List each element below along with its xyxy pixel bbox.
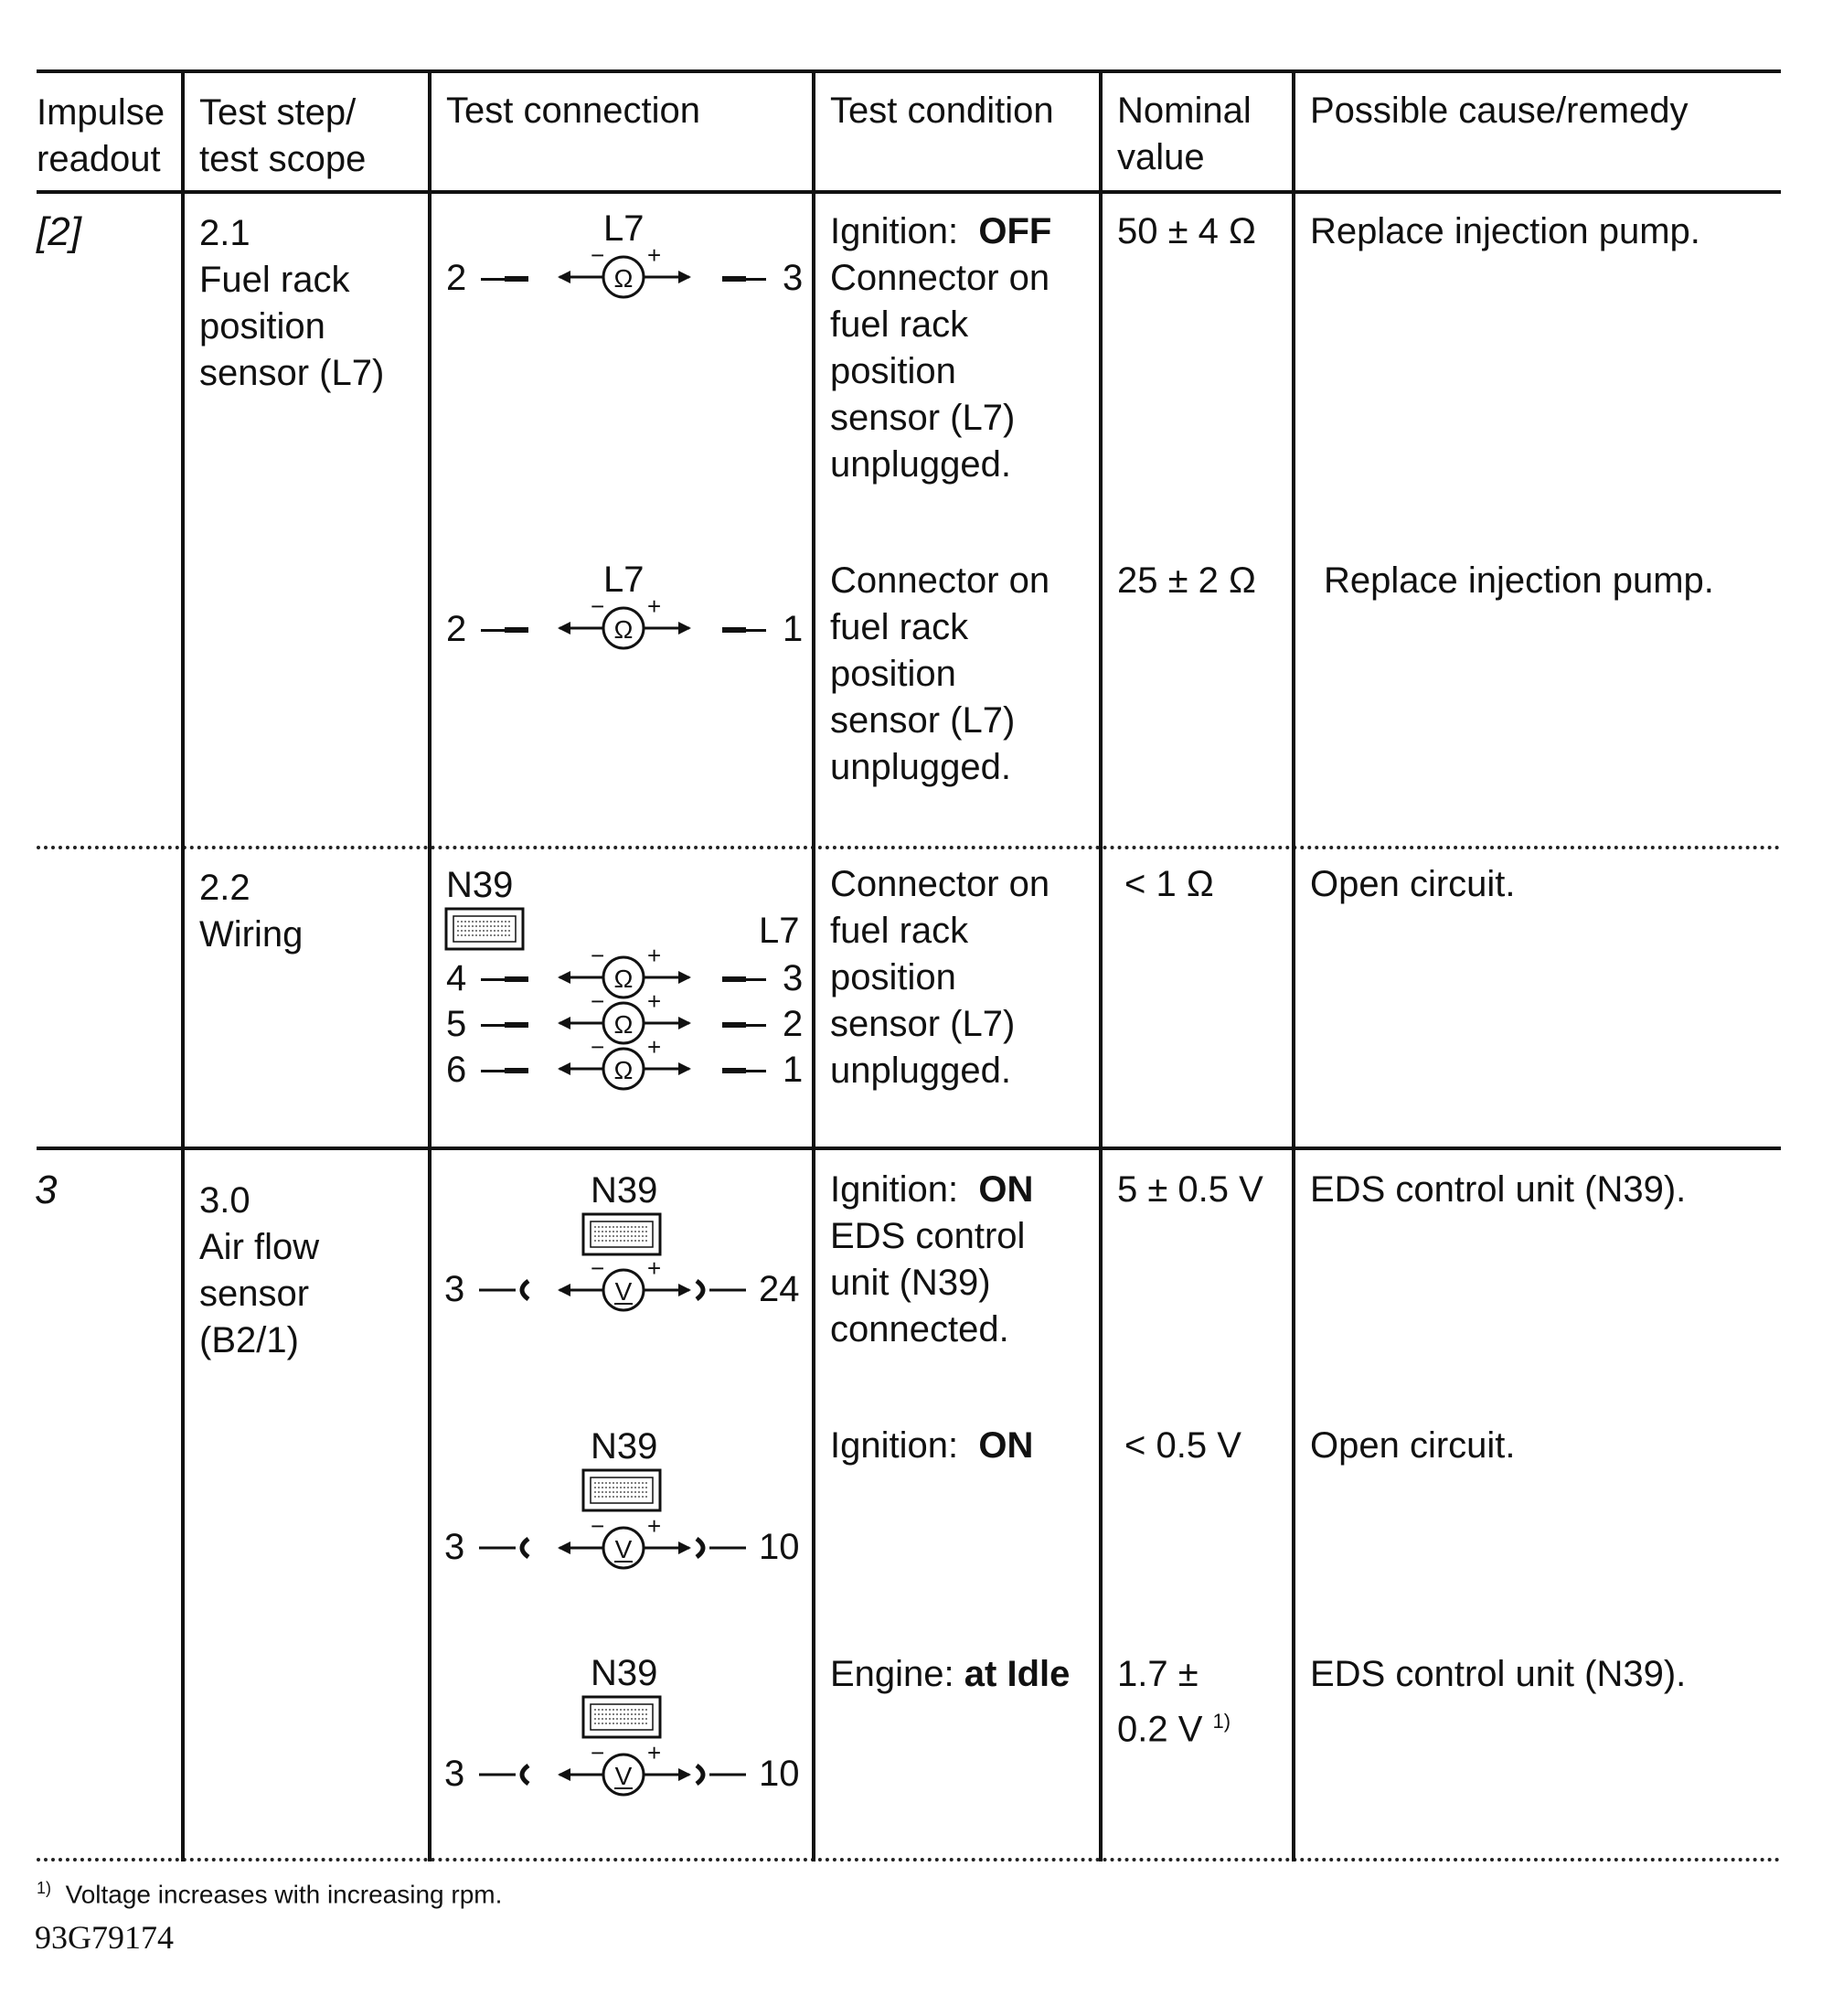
wire [481,1024,505,1027]
component-label-l7: L7 [603,560,645,600]
condition-state: ON [978,1169,1034,1210]
step-2-2-line: Wiring [199,914,304,955]
svg-text:−: − [591,991,605,1015]
socket-plug [722,1022,746,1028]
component-label-n39: N39 [591,1426,658,1467]
socket-plug [505,1022,528,1028]
pin-number: 6 [446,1050,467,1090]
condition-line: position [830,654,956,694]
condition-line: Connector on [830,864,1050,904]
ohmmeter-icon [556,1037,693,1101]
wire [746,978,766,981]
remedy: EDS control unit (N39). [1310,1169,1687,1210]
component-label-n39: N39 [591,1170,658,1211]
probe-tip-left [475,1761,539,1788]
pin-number: 2 [446,609,467,649]
impulse-readout-3: 3 [35,1168,58,1212]
svg-text:+: + [647,1258,662,1282]
header-bottom-rule [37,190,1781,194]
pin-number: 10 [759,1754,800,1794]
col-divider-4 [1099,69,1103,1861]
svg-text:−: − [591,1037,605,1061]
control-unit-icon [581,1468,662,1512]
svg-text:+: + [647,596,662,620]
nominal-line: 1.7 ± [1117,1654,1199,1694]
header-impulse-line1: Impulse [37,92,165,133]
pin-number: 5 [446,1004,467,1044]
voltmeter-icon [556,1516,693,1580]
nominal-value: < 0.5 V [1124,1425,1241,1466]
condition-line: fuel rack [830,304,969,345]
step-2-1-line: Fuel rack [199,260,350,300]
condition-line: unplugged. [830,1051,1011,1091]
pin-number: 1 [783,1050,804,1090]
probe-tip-left [475,1276,539,1304]
probe-tip-right [689,1534,753,1562]
voltmeter-icon [556,1743,693,1807]
header-nominal-line2: value [1117,137,1205,177]
control-unit-icon [581,1212,662,1256]
condition-line: fuel rack [830,911,969,951]
probe-tip-left [475,1534,539,1562]
wire [746,1024,766,1027]
step-3-0-line: Air flow [199,1227,320,1267]
condition-state: at Idle [964,1654,1071,1694]
nominal-line [1117,1698,1231,1753]
col-divider-3 [812,69,815,1861]
header-test-condition: Test condition [830,91,1054,131]
header-nominal-line1: Nominal [1117,91,1252,131]
condition-line: connected. [830,1309,1009,1349]
socket-plug [505,276,528,282]
ohmmeter-icon [556,596,693,660]
step-2-1-number: 2.1 [199,213,250,253]
col-divider-2 [428,69,432,1861]
condition-line: sensor (L7) [830,1004,1016,1044]
condition-line [830,1167,1033,1213]
condition-prefix: Ignition: [830,1425,959,1466]
svg-text:Ω: Ω [613,1010,634,1039]
probe-tip-right [689,1761,753,1788]
component-label-l7: L7 [759,911,800,951]
socket-plug [505,627,528,633]
condition-state: OFF [978,211,1052,251]
step-2-2-number: 2.2 [199,868,250,908]
nominal-value: < 1 Ω [1124,864,1214,904]
remedy: Open circuit. [1310,864,1516,904]
condition-line: sensor (L7) [830,398,1016,438]
condition-line: Connector on [830,560,1050,601]
pin-number: 2 [783,1004,804,1044]
remedy: EDS control unit (N39). [1310,1654,1687,1694]
remedy: Open circuit. [1310,1425,1516,1466]
step-2-1-line: sensor (L7) [199,353,385,393]
header-test-step-line1: Test step/ [199,92,357,133]
wire [746,1070,766,1072]
svg-text:−: − [591,1743,605,1766]
wire [746,278,766,281]
pin-number: 3 [444,1527,465,1567]
svg-text:V: V [614,1535,633,1563]
table-top-rule [37,69,1781,73]
nominal-value: 25 ± 2 Ω [1117,560,1256,601]
svg-text:V: V [614,1277,633,1306]
component-label-n39: N39 [591,1653,658,1693]
component-label-n39: N39 [446,865,514,905]
ohmmeter-icon [556,245,693,309]
footnote [37,1872,502,1910]
component-label-l7: L7 [603,208,645,249]
control-unit-icon [444,907,525,951]
row-separator-solid [37,1147,1781,1150]
header-test-connection: Test connection [446,91,700,131]
footnote-marker: 1) [37,1879,52,1897]
svg-text:+: + [647,991,662,1015]
condition-line: position [830,957,956,997]
condition-state: ON [978,1425,1034,1466]
svg-text:−: − [591,245,605,269]
step-3-0-line: sensor [199,1274,310,1314]
row-separator-dotted-1 [37,846,1781,849]
pin-number: 4 [446,958,467,998]
col-divider-5 [1292,69,1295,1861]
nominal-value-text: 0.2 V [1117,1709,1203,1750]
svg-text:Ω: Ω [613,965,634,993]
svg-text:−: − [591,596,605,620]
header-impulse-line2: readout [37,139,161,179]
wire [481,278,505,281]
condition-line [830,1651,1070,1698]
step-2-1-line: position [199,306,325,347]
condition-prefix: Ignition: [830,1169,959,1210]
socket-plug [722,276,746,282]
pin-number: 3 [783,958,804,998]
nominal-value: 50 ± 4 Ω [1117,211,1256,251]
condition-line: EDS control [830,1216,1026,1256]
wire [481,1070,505,1072]
pin-number: 10 [759,1527,800,1567]
svg-text:+: + [647,245,662,269]
condition-line: position [830,351,956,391]
condition-line: unit (N39) [830,1263,991,1303]
figure-code: 93G79174 [35,1919,174,1956]
svg-text:+: + [647,1743,662,1766]
condition-line: sensor (L7) [830,700,1016,741]
pin-number: 3 [444,1269,465,1309]
pin-number: 3 [444,1754,465,1794]
footnote-text: Voltage increases with increasing rpm. [65,1880,503,1909]
condition-prefix: Engine: [830,1654,954,1694]
svg-text:V: V [614,1762,633,1790]
condition-prefix: Ignition: [830,211,959,251]
pin-number: 1 [783,609,804,649]
header-possible-cause: Possible cause/remedy [1310,91,1689,131]
probe-tip-right [689,1276,753,1304]
condition-line: Connector on [830,258,1050,298]
svg-text:+: + [647,945,662,969]
nominal-value: 5 ± 0.5 V [1117,1169,1263,1210]
footnote-ref: 1) [1212,1710,1231,1733]
svg-text:Ω: Ω [613,264,634,293]
table-bottom-rule-dotted [37,1858,1781,1861]
socket-plug [722,976,746,982]
voltmeter-icon [556,1258,693,1322]
svg-text:+: + [647,1516,662,1540]
condition-line [830,208,1051,255]
wire [481,978,505,981]
col-divider-1 [181,69,185,1861]
svg-text:−: − [591,1258,605,1282]
svg-text:+: + [647,1037,662,1061]
svg-text:Ω: Ω [613,615,634,644]
impulse-readout-2: [2] [37,209,81,254]
condition-line: fuel rack [830,607,969,647]
socket-plug [722,1068,746,1073]
header-test-step-line2: test scope [199,139,367,179]
condition-line [830,1423,1033,1469]
wire [481,629,505,632]
socket-plug [505,1068,528,1073]
svg-text:−: − [591,1516,605,1540]
remedy: Replace injection pump. [1310,211,1700,251]
socket-plug [722,627,746,633]
step-3-0-line: (B2/1) [199,1320,299,1360]
svg-text:−: − [591,945,605,969]
socket-plug [505,976,528,982]
condition-line: unplugged. [830,747,1011,787]
svg-text:Ω: Ω [613,1056,634,1084]
step-3-0-number: 3.0 [199,1180,250,1221]
remedy: Replace injection pump. [1324,560,1714,601]
wire [746,629,766,632]
condition-line: unplugged. [830,444,1011,485]
pin-number: 24 [759,1269,800,1309]
pin-number: 2 [446,258,467,298]
control-unit-icon [581,1695,662,1739]
pin-number: 3 [783,258,804,298]
